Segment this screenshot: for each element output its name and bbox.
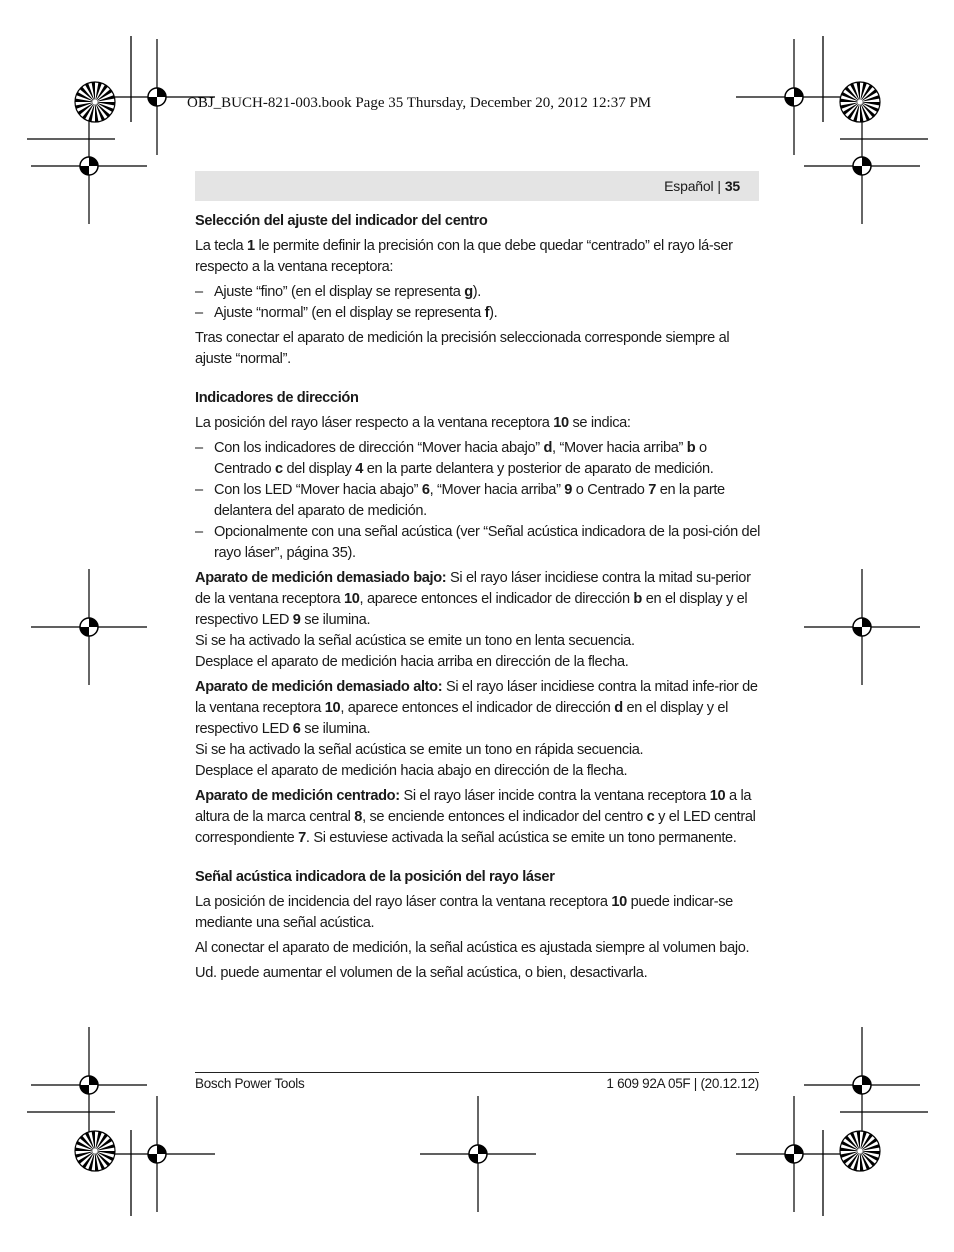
registration-mark: [736, 1096, 852, 1212]
star-target-mark: [840, 82, 880, 122]
page-number: 35: [724, 178, 740, 194]
list-item: – Ajuste “fino” (en el display se representa g).: [195, 282, 761, 303]
block-too-high: Aparato de medición demasiado alto: Si el rayo láser incidiese contra la mitad infe-rior de la ventana receptora 10, aparece entonces el indicador de dirección d en el display y el respectivo LED 6 se ilumina. Si se ha activado la señal acústica se emite un tono en rápida secuencia. Desplace el aparato de medición hacia abajo en dirección de la flecha.: [195, 679, 758, 779]
list-center-options: [195, 282, 761, 324]
list-item: – Ajuste “normal” (en el display se representa f).: [195, 303, 761, 324]
page-footer: [195, 1072, 759, 1091]
paragraph-direction-intro: La posición del rayo láser respecto a la ventana receptora 10 se indica:: [195, 415, 631, 431]
heading-direction-indicators: Indicadores de dirección: [195, 390, 359, 406]
block-too-low: Aparato de medición demasiado bajo: Si el rayo láser incidiese contra la mitad su-perior de la ventana receptora 10, aparece entonces el indicador de dirección b en el display y el respectivo LED 9 se ilumina. Si se ha activado la señal acústica se emite un tono en lenta secuencia. Desplace el aparato de medición hacia arriba en dirección de la flecha.: [195, 570, 751, 670]
registration-mark: [99, 1096, 215, 1212]
footer-doc-number: 1 609 92A 05F | (20.12.12): [606, 1076, 759, 1091]
header-separator: |: [717, 178, 721, 194]
page-header: [195, 171, 759, 201]
heading-acoustic-signal: Señal acústica indicadora de la posición del rayo láser: [195, 869, 555, 885]
list-item: – Con los LED “Mover hacia abajo” 6, “Mover hacia arriba” 9 o Centrado 7 en la parte delantera del aparato de medición.: [195, 480, 761, 522]
header-language: Español: [664, 178, 714, 194]
list-direction-methods: [195, 438, 761, 564]
paragraph-acoustic-3: Ud. puede aumentar el volumen de la señal acústica, o bien, desactivarla.: [195, 965, 648, 981]
print-slug: OBJ_BUCH-821-003.book Page 35 Thursday, December 20, 2012 12:37 PM: [187, 95, 652, 111]
registration-mark: [804, 108, 920, 224]
paragraph-acoustic-2: Al conectar el aparato de medición, la señal acústica es ajustada siempre al volumen bajo.: [195, 940, 750, 956]
list-item: – Opcionalmente con una señal acústica (ver “Señal acústica indicadora de la posi-ción del rayo láser”, página 35).: [195, 522, 761, 564]
star-target-mark: [840, 1131, 880, 1171]
paragraph-acoustic-1: La posición de incidencia del rayo láser contra la ventana receptora 10 puede indicar-se mediante una señal acústica.: [195, 894, 733, 931]
list-item: – Con los indicadores de dirección “Mover hacia abajo” d, “Mover hacia arriba” b o Centrado c del display 4 en la parte delantera y posterior de aparato de medición.: [195, 438, 761, 480]
star-target-mark: [75, 82, 115, 122]
paragraph-center-intro: La tecla 1 le permite definir la precisión con la que debe quedar “centrado” el rayo lá-ser respecto a la ventana receptora:: [195, 238, 733, 275]
heading-center-indicator: Selección del ajuste del indicador del centro: [195, 213, 488, 229]
star-target-mark: [75, 1131, 115, 1171]
footer-publisher: Bosch Power Tools: [195, 1076, 305, 1091]
block-centered: Aparato de medición centrado: Si el rayo láser incide contra la ventana receptora 10 a la altura de la marca central 8, se enciende entonces el indicador del centro c y el LED central correspondiente 7. Si estuviese activada la señal acústica se emite un tono permanente.: [195, 788, 756, 846]
registration-mark: [31, 108, 147, 224]
registration-mark: [31, 569, 147, 685]
registration-mark: [804, 569, 920, 685]
registration-mark: [420, 1096, 536, 1212]
page-content: [195, 211, 761, 988]
paragraph-center-note: Tras conectar el aparato de medición la precisión seleccionada corresponde siempre al ajuste “normal”.: [195, 330, 730, 367]
registration-mark: [804, 1027, 920, 1143]
registration-mark: [31, 1027, 147, 1143]
registration-mark: [736, 39, 852, 155]
